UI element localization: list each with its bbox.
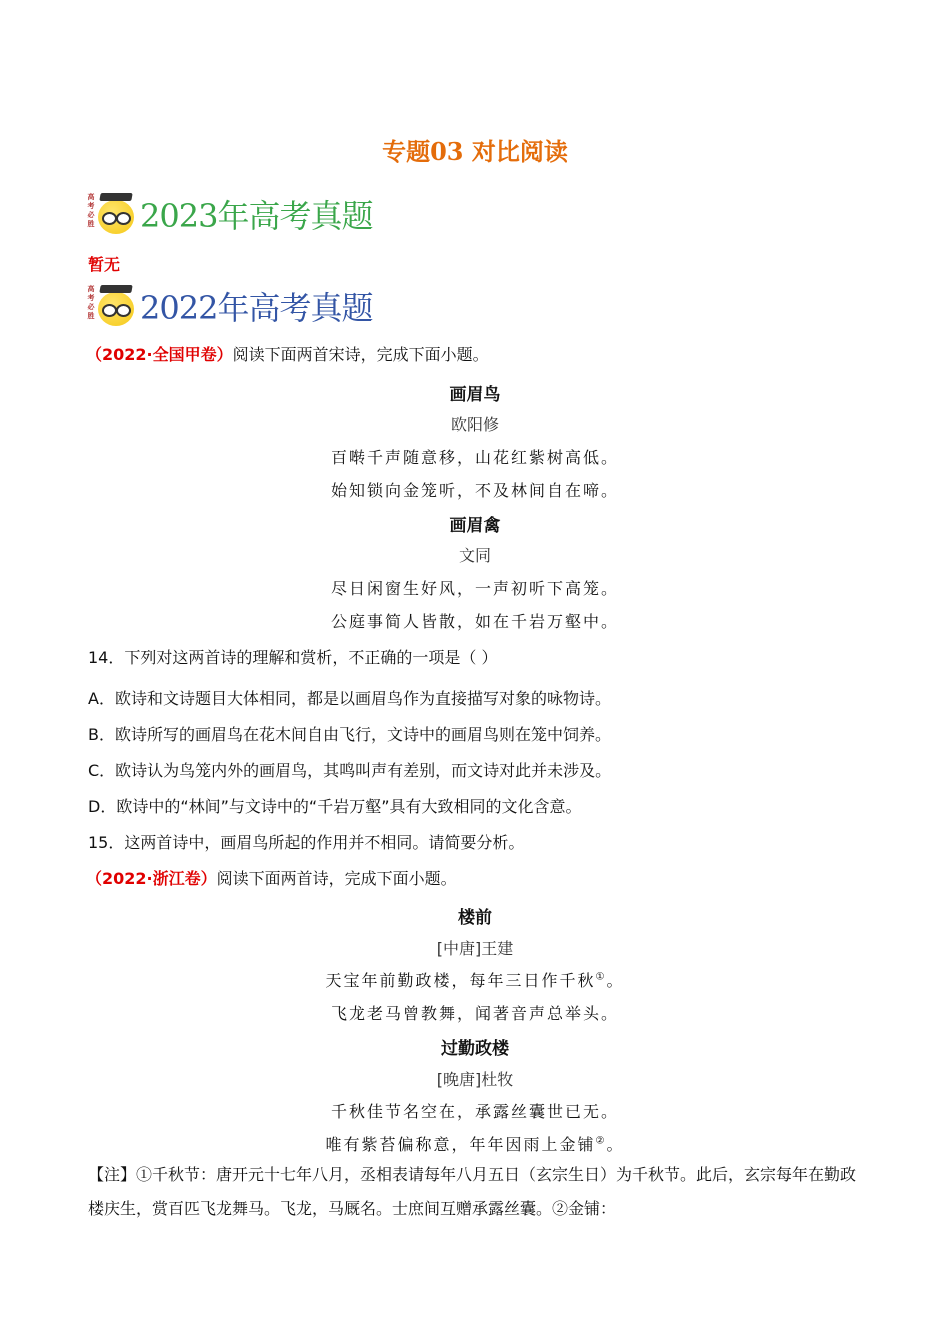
poem-author: 欧阳修 (450, 415, 499, 434)
page-title: 专题03 对比阅读 (382, 137, 568, 166)
poem-line: 公庭事简人皆散，如在千岩万壑中。 (330, 612, 619, 631)
badge-text: 高考必胜 (87, 192, 95, 228)
poem-author: [晚唐]杜牧 (436, 1070, 514, 1089)
option-d: D．欧诗中的“林间”与文诗中的“千岩万壑”具有大致相同的文化含意。 (88, 797, 582, 816)
question-15: 15．这两首诗中，画眉鸟所起的作用并不相同。请简要分析。 (88, 833, 525, 852)
none-text: 暂无 (88, 255, 121, 274)
poem-line: 始知锁向金笼听，不及林间自在啼。 (330, 481, 619, 500)
option-b: B．欧诗所写的画眉鸟在花木间自由飞行，文诗中的画眉鸟则在笼中饲养。 (88, 725, 611, 744)
source-label: （2022·全国甲卷） (86, 345, 233, 364)
banner-text: 2023年高考真题 (140, 197, 373, 235)
option-c: C．欧诗认为鸟笼内外的画眉鸟，其鸣叫声有差别，而文诗对此并未涉及。 (88, 761, 612, 780)
poem-line: 天宝年前勤政楼，每年三日作千秋①。 (325, 971, 625, 990)
section2-intro (86, 866, 457, 889)
footnote-mark: ② (595, 1135, 607, 1147)
mascot-icon (86, 192, 138, 236)
poem-title: 楼前 (458, 908, 492, 928)
footnote-mark: ① (595, 971, 607, 983)
question-14: 14．下列对这两首诗的理解和赏析，不正确的一项是（ ） (88, 648, 498, 667)
poem-line: 百啭千声随意移，山花红紫树高低。 (330, 448, 619, 467)
badge-text: 高考必胜 (87, 284, 95, 320)
poem-line: 唯有紫苔偏称意，年年因雨上金铺②。 (325, 1135, 625, 1154)
intro-text: 阅读下面两首诗，完成下面小题。 (216, 869, 457, 888)
poem-author: 文同 (458, 546, 491, 565)
banner-2023 (86, 192, 372, 236)
intro-text: 阅读下面两首宋诗，完成下面小题。 (232, 345, 489, 364)
banner-text: 2022年高考真题 (140, 289, 373, 327)
poem-title: 过勤政楼 (441, 1039, 509, 1059)
poem-title: 画眉禽 (449, 516, 501, 536)
poem-title: 画眉鸟 (449, 385, 501, 405)
mascot-icon (86, 284, 138, 328)
footnote: 【注】①千秋节：唐开元十七年八月，丞相表请每年八月五日（玄宗生日）为千秋节。此后，玄宗每年在勤政楼庆生，赏百匹飞龙舞马。飞龙，马厩名。士庶间互赠承露丝囊。②金铺： (88, 1165, 857, 1218)
poem-line: 千秋佳节名空在，承露丝囊世已无。 (330, 1102, 619, 1121)
banner-2022 (86, 284, 372, 328)
poem-author: [中唐]王建 (436, 939, 514, 958)
poem-line: 飞龙老马曾教舞，闻著音声总举头。 (330, 1004, 619, 1023)
option-a: A．欧诗和文诗题目大体相同，都是以画眉鸟作为直接描写对象的咏物诗。 (88, 689, 611, 708)
poem-line: 尽日闲窗生好风，一声初听下高笼。 (330, 579, 619, 598)
source-label: （2022·浙江卷） (86, 869, 217, 888)
section1-intro (86, 342, 489, 365)
